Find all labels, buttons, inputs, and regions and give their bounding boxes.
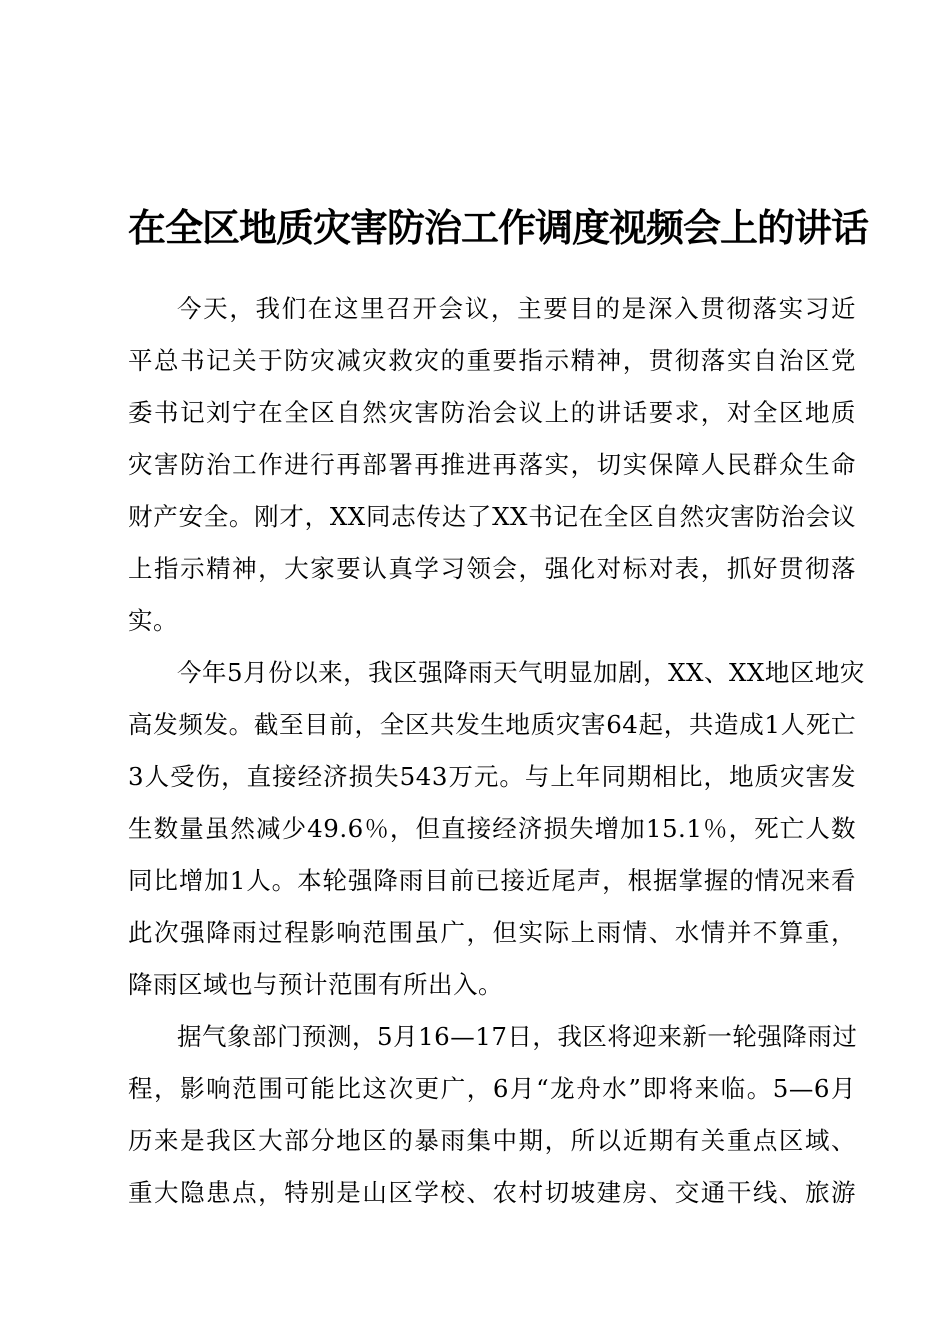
text-line: 灾害防治工作进行再部署再推进再落实，切实保障人民群众生命	[128, 450, 856, 479]
paragraph-2	[128, 647, 865, 1011]
text-line: 生数量虽然减少49.6％，但直接经济损失增加15.1％，死亡人数	[128, 814, 856, 843]
document-title: 在全区地质灾害防治工作调度视频会上的讲话	[128, 205, 869, 250]
text-line: 今天，我们在这里召开会议，主要目的是深入贯彻落实习近	[177, 294, 856, 323]
text-line: 程，影响范围可能比这次更广，6月“龙舟水”即将来临。5—6月	[128, 1074, 856, 1103]
document-body	[128, 283, 865, 1219]
paragraph-1	[128, 283, 856, 647]
text-line: 历来是我区大部分地区的暴雨集中期，所以近期有关重点区域、	[128, 1126, 856, 1155]
text-line: 实。	[128, 606, 178, 635]
text-line: 今年5月份以来，我区强降雨天气明显加剧，XX、XX地区地灾	[177, 658, 865, 687]
text-line: 同比增加1人。本轮强降雨目前已接近尾声，根据掌握的情况来看	[128, 866, 856, 895]
text-line: 降雨区域也与预计范围有所出入。	[128, 970, 503, 999]
text-line: 委书记刘宁在全区自然灾害防治会议上的讲话要求，对全区地质	[128, 398, 856, 427]
text-line: 财产安全。刚才，XX同志传达了XX书记在全区自然灾害防治会议	[128, 502, 856, 531]
paragraph-3	[128, 1011, 856, 1219]
text-line: 重大隐患点，特别是山区学校、农村切坡建房、交通干线、旅游	[128, 1178, 856, 1207]
text-line: 高发频发。截至目前，全区共发生地质灾害64起，共造成1人死亡	[128, 710, 856, 739]
text-line: 平总书记关于防灾减灾救灾的重要指示精神，贯彻落实自治区党	[128, 346, 856, 375]
text-line: 据气象部门预测，5月16—17日，我区将迎来新一轮强降雨过	[177, 1022, 858, 1051]
text-line: 上指示精神，大家要认真学习领会，强化对标对表，抓好贯彻落	[128, 554, 856, 583]
text-line: 此次强降雨过程影响范围虽广，但实际上雨情、水情并不算重，	[128, 918, 856, 947]
text-line: 3人受伤，直接经济损失543万元。与上年同期相比，地质灾害发	[128, 762, 856, 791]
